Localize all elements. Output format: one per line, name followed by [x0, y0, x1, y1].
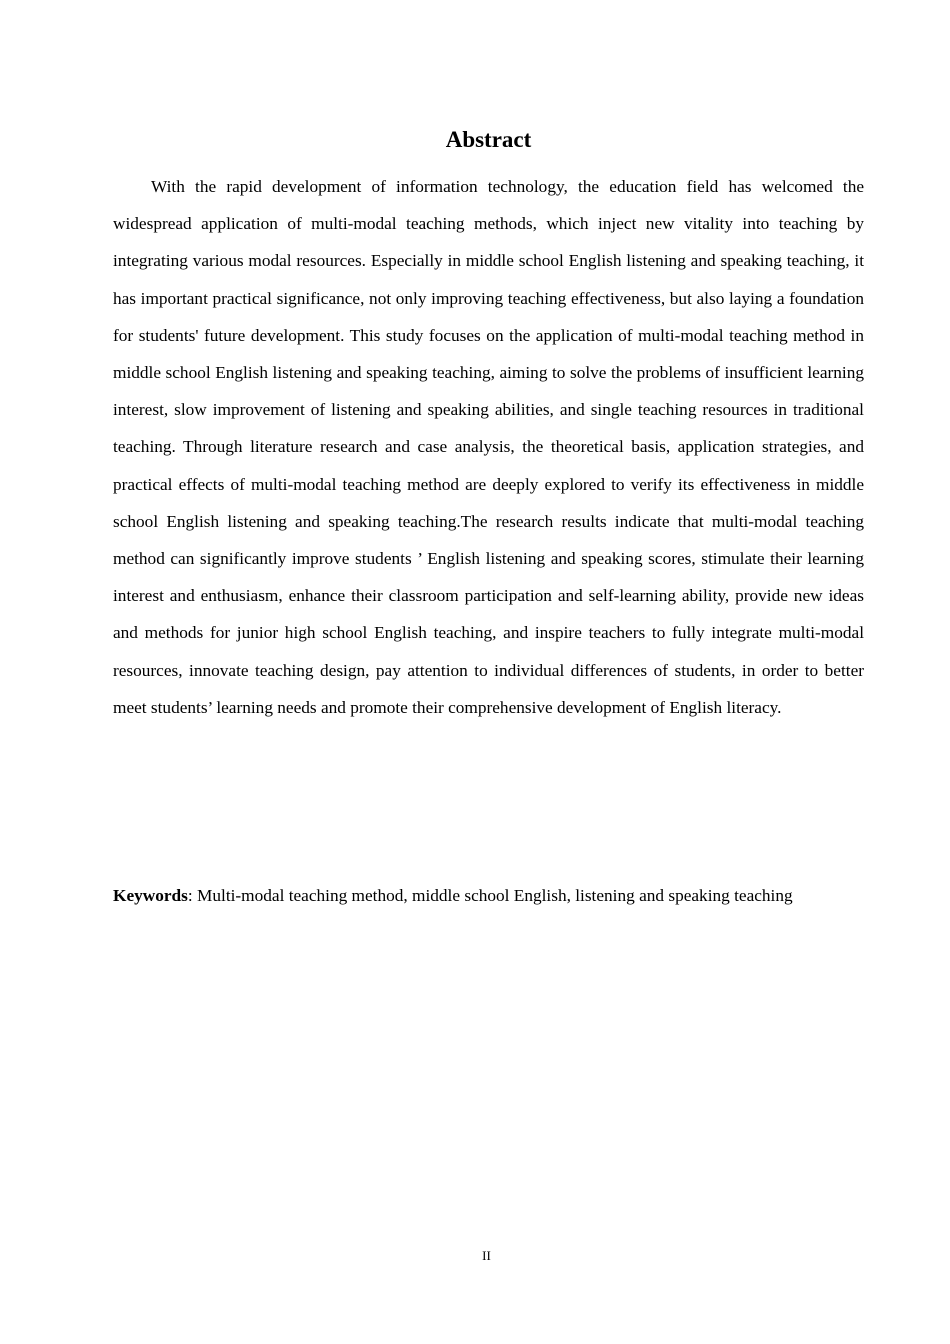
keywords-label: Keywords [113, 886, 188, 905]
keywords-paragraph [113, 877, 864, 914]
keywords-separator: : [187, 886, 198, 905]
abstract-title: Abstract [445, 127, 532, 152]
page-number: II [482, 1248, 491, 1263]
abstract-body-text: With the rapid development of information technology, the education field has welcomed the widespread application of multi-modal teaching methods, which inject new vitality into teaching by integrating various modal resources. Especially in middle school English listening and speaking teaching, it has important practical significance, not only improving teaching effectiveness, but also laying a foundation for students' future development. This study focuses on the application of multi-modal teaching method in middle school English listening and speaking teaching, aiming to solve the problems of insufficient learning interest, slow improvement of listening and speaking abilities, and single teaching resources in traditional teaching. Through literature research and case analysis, the theoretical basis, application strategies, and practical effects of multi-modal teaching method are deeply explored to verify its effectiveness in middle school English listening and speaking teaching.The research results indicate that multi-modal teaching method can significantly improve students ’ English listening and speaking scores, stimulate their learning interest and enthusiasm, enhance their classroom participation and self-learning ability, provide new ideas and methods for junior high school English teaching, and inspire teachers to fully integrate multi-modal resources, innovate teaching design, pay attention to individual differences of students, in order to better meet students’ learning needs and promote their comprehensive development of English literacy. [113, 177, 864, 717]
keywords-text: Multi-modal teaching method, middle school English, listening and speaking teaching [197, 886, 793, 905]
